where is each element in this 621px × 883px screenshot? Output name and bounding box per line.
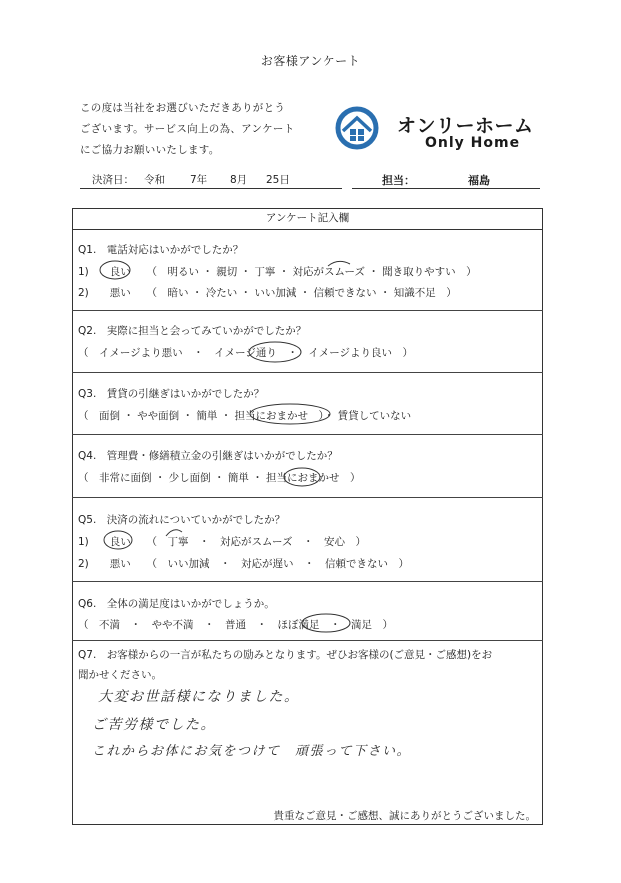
house-logo-icon	[335, 105, 395, 155]
divider	[72, 581, 543, 582]
handwritten-comment-line-3: これからお体にお気をつけて 頑張って下さい。	[92, 744, 412, 759]
divider	[72, 497, 543, 498]
q5-option-good: 1) 良い （ 丁寧 ・ 対応がスムーズ ・ 安心 ）	[78, 536, 366, 548]
logo-text-en: Only Home	[425, 135, 521, 151]
q7-title-continued: 聞かせください。	[78, 669, 162, 681]
settlement-date-label: 決済日：	[92, 174, 134, 186]
divider	[72, 640, 543, 641]
staff-name: 福島	[468, 174, 490, 187]
q3-options: （ 面倒 ・ やや面倒 ・ 簡単 ・ 担当におまかせ ）・ 賃貸していない	[78, 410, 412, 422]
q4-options: （ 非常に面倒 ・ 少し面倒 ・ 簡単 ・ 担当におまかせ ）	[78, 472, 361, 484]
page-title: お客様アンケート	[260, 54, 361, 68]
q1-option-bad: 2) 悪い （ 暗い ・ 冷たい ・ いい加減 ・ 信頼できない ・ 知識不足 ）	[78, 287, 457, 299]
handwritten-comment-line-2: ご苦労様でした。	[92, 717, 216, 733]
settlement-date-era: 令和	[144, 174, 165, 186]
footer-thanks: 貴重なご意見・ご感想、誠にありがとうございました。	[273, 810, 536, 822]
q7-title: Q7. お客様からの一言が私たちの励みとなります。ぜひお客様の(ご意見・ご感想)をお	[78, 649, 493, 661]
q6-title: Q6. 全体の満足度はいかがでしょうか。	[78, 598, 275, 610]
q6-options: （ 不満 ・ やや不満 ・ 普通 ・ ほぼ満足 ・ 満足 ）	[78, 619, 393, 631]
divider	[72, 372, 543, 373]
intro-line-2: ございます。サービス向上の為、アンケート	[80, 123, 295, 135]
section-header: アンケート記入欄	[72, 208, 543, 230]
intro-line-3: にご協力お願いいたします。	[80, 144, 220, 156]
q2-options: （ イメージより悪い ・ イメージ通り ・ イメージより良い ）	[78, 347, 414, 359]
settlement-date-year: 7年	[190, 174, 208, 186]
company-logo	[335, 105, 545, 155]
logo-text-jp: オンリーホーム	[397, 115, 534, 137]
settlement-date-day: 25日	[266, 174, 290, 186]
divider	[72, 310, 543, 311]
intro-line-1: この度は当社をお選びいただきありがとう	[80, 102, 286, 114]
divider	[72, 434, 543, 435]
q4-title: Q4. 管理費・修繕積立金の引継ぎはいかがでしたか？	[78, 450, 338, 462]
q1-option-good: 1) 良い （ 明るい ・ 親切 ・ 丁寧 ・ 対応がスムーズ ・ 聞き取りやすい ）	[78, 266, 477, 278]
settlement-date-month: 8月	[230, 174, 248, 186]
handwritten-comment-line-1: 大変お世話様になりました。	[98, 689, 300, 705]
q5-option-bad: 2) 悪い （ いい加減 ・ 対応が遅い ・ 信頼できない ）	[78, 558, 410, 570]
staff-row	[352, 172, 540, 189]
staff-label: 担当：	[382, 174, 415, 187]
q1-title: Q1. 電話対応はいかがでしたか？	[78, 244, 244, 256]
q2-title: Q2. 実際に担当と会ってみていかがでしたか？	[78, 325, 307, 337]
q3-title: Q3. 賃貸の引継ぎはいかがでしたか？	[78, 388, 265, 400]
q5-title: Q5. 決済の流れについていかがでしたか？	[78, 514, 286, 526]
settlement-date-row	[80, 172, 342, 189]
